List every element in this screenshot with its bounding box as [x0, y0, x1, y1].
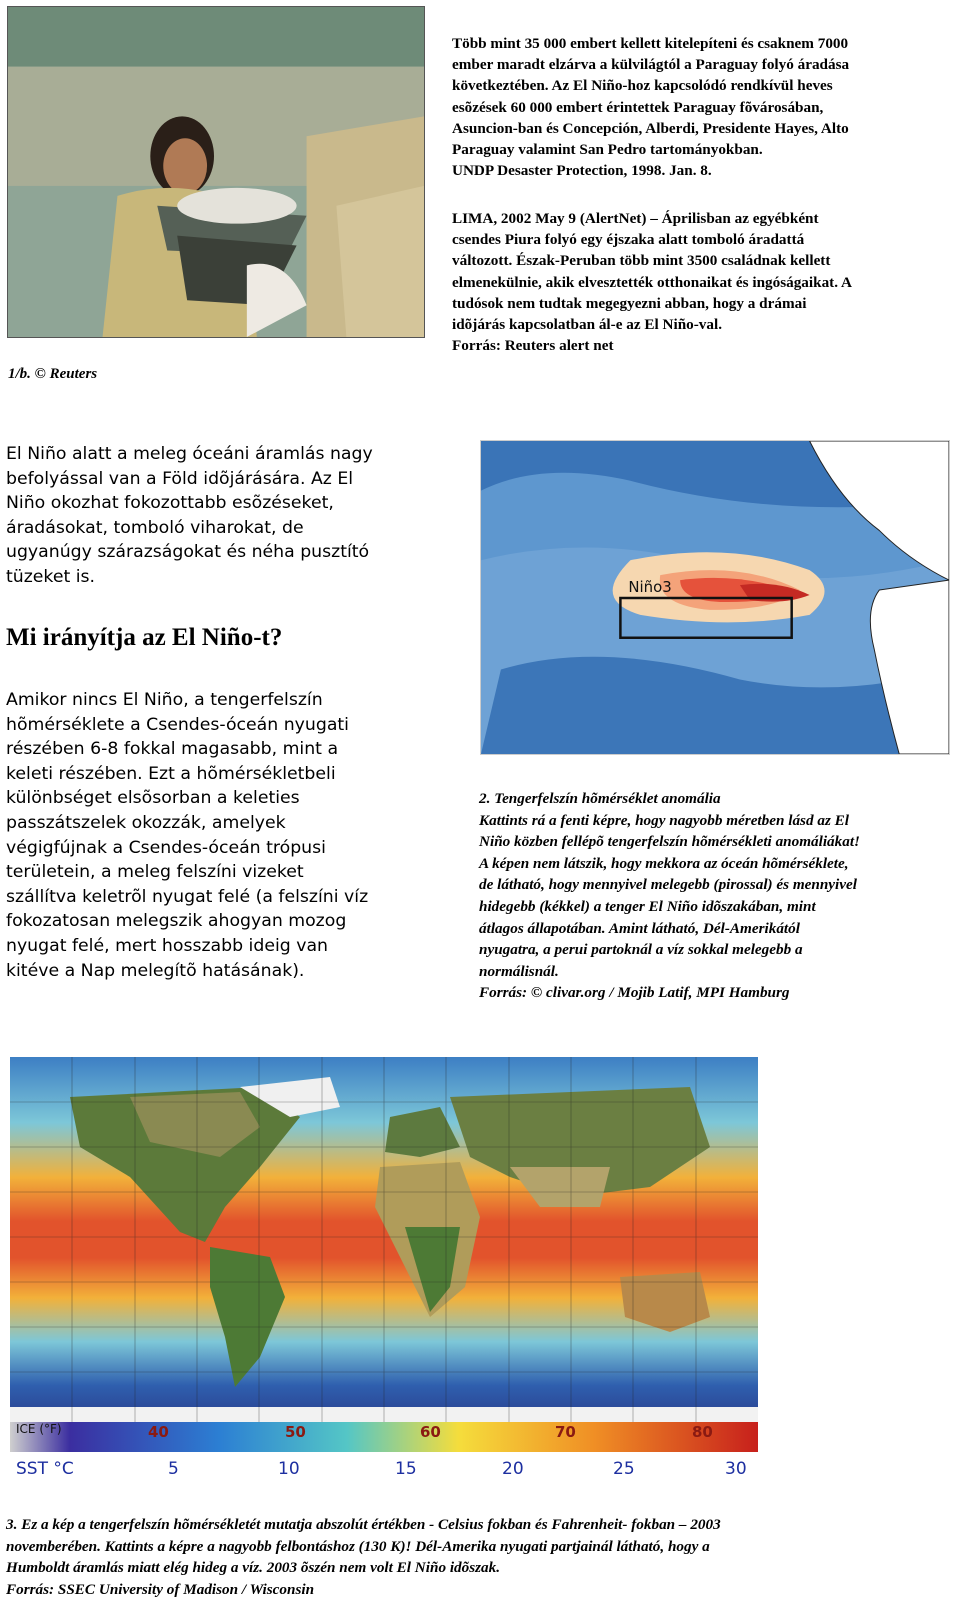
text-line: normálisnál. — [479, 962, 559, 980]
text-line: LIMA, 2002 May 9 (AlertNet) – Áprilisban az egyébként — [452, 210, 819, 227]
text-line: 3. Ez a kép a tengerfelszín hõmérsékletét mutatja abszolút értékben - Celsius fokban és Fahrenheit- fokban – 2003 — [6, 1516, 721, 1533]
news-lima — [452, 208, 952, 356]
text-line: tudósok nem tudtak megegyezni abban, hogy a drámai — [452, 294, 807, 312]
f-tick: 70 — [555, 1423, 576, 1441]
text-line: keleti részében. Ezt a hõmérsékletbeli — [6, 763, 336, 784]
text-line: Niño közben fellépõ tengerfelszín hõmérsékleti anomáliákat! — [479, 833, 860, 851]
text-line: El Niño alatt a meleg óceáni áramlás nagy — [6, 444, 373, 464]
f-tick: 50 — [285, 1423, 306, 1441]
nino3-label: Niño3 — [628, 578, 672, 597]
sst-world-map[interactable] — [10, 1057, 758, 1482]
text-line: részében 6-8 fokkal magasabb, mint a — [6, 739, 339, 760]
text-line: Több mint 35 000 embert kellett kitelepíteni és csaknem 7000 — [452, 35, 849, 52]
text-line: A képen nem látszik, hogy mekkora az óceán hõmérséklete, — [479, 854, 849, 872]
source-line: Forrás: SSEC University of Madison / Wisconsin — [6, 1580, 315, 1598]
text-line: Paraguay valamint San Pedro tartományokban. — [452, 141, 763, 159]
text-line: következtében. Az El Niño-hoz kapcsolódó rendkívül heves — [452, 77, 833, 95]
caption-title: 2. Tengerfelszín hõmérséklet anomália — [479, 790, 721, 807]
c-tick: 25 — [613, 1459, 635, 1479]
text-line: Niño okozhat fokozottabb esõzéseket, — [6, 493, 334, 514]
text-line: elmenekülnie, akik elvesztették otthonaikat és ingóságaikat. A — [452, 273, 852, 291]
text-line: ember maradt elzárva a külvilágtól a Paraguay folyó áradása — [452, 56, 850, 74]
body-paragraph — [6, 688, 451, 983]
text-line: UNDP Desaster Protection, 1998. Jan. 8. — [452, 162, 712, 180]
text-line: csendes Piura folyó egy éjszaka alatt tomboló áradattá — [452, 231, 805, 249]
flood-photo — [7, 6, 425, 338]
text-line: változott. Észak-Peruban több mint 3500 családnak kellett — [452, 252, 831, 270]
text-line: fokozatosan melegszik ahogyan mozog — [6, 911, 347, 932]
text-line: nyugatra, a perui partoknál a víz sokkal melegebb a — [479, 941, 803, 959]
text-line: Asuncion-ban és Concepción, Alberdi, Presidente Hayes, Alto — [452, 119, 849, 137]
news-paraguay — [452, 33, 952, 181]
c-tick: 10 — [278, 1459, 300, 1479]
text-line: Amikor nincs El Niño, a tengerfelszín — [6, 690, 323, 710]
text-line: Forrás: Reuters alert net — [452, 337, 614, 355]
text-line: de látható, hogy mennyivel melegebb (pirossal) és mennyivel — [479, 876, 857, 894]
text-line: szállítva keletrõl nyugat felé (a felszíni víz — [6, 886, 369, 907]
intro-paragraph — [6, 442, 451, 590]
f-tick: 40 — [148, 1423, 169, 1441]
source-line: Forrás: © clivar.org / Mojib Latif, MPI Hamburg — [479, 984, 790, 1002]
text-line: kitéve a Nap melegítõ hatásának). — [6, 960, 305, 981]
section-heading: Mi irányítja az El Niño-t? — [6, 624, 283, 651]
c-tick: 15 — [395, 1459, 417, 1479]
text-line: tüzeket is. — [6, 566, 96, 587]
text-line: hõmérséklete a Csendes-óceán nyugati — [6, 714, 349, 735]
world-map-caption — [6, 1514, 951, 1600]
text-line: területein, a meleg felszíni vizeket — [6, 862, 304, 883]
anomaly-caption — [479, 788, 959, 1004]
text-line: passzátszelek okozzák, amelyek — [6, 812, 286, 833]
text-line: különbséget elsõsorban a keleties — [6, 788, 300, 809]
text-line: nyugat felé, mert hosszabb ideig van — [6, 935, 328, 956]
c-tick: 5 — [168, 1459, 179, 1479]
text-line: végigfújnak a Csendes-óceán trópusi — [6, 837, 326, 858]
text-line: ugyanúgy szárazságokat és néha pusztító — [6, 542, 370, 563]
c-tick: 20 — [502, 1459, 524, 1479]
text-line: esõzések 60 000 embert érintettek Paraguay fõvárosában, — [452, 98, 824, 116]
c-tick: 30 — [725, 1459, 747, 1479]
ice-label: ICE (°F) — [16, 1422, 62, 1436]
text-line: Humboldt áramlás miatt elég hideg a víz. 2003 õszén nem volt El Niño idõszak. — [6, 1559, 501, 1577]
f-tick: 80 — [692, 1423, 713, 1441]
text-line: átlagos állapotában. Amint látható, Dél-Amerikától — [479, 919, 800, 937]
photo-caption: 1/b. © Reuters — [8, 366, 98, 382]
text-line: Kattints rá a fenti képre, hogy nagyobb méretben lásd az El — [479, 811, 849, 829]
f-tick: 60 — [420, 1423, 441, 1441]
text-line: idõjárás kapcsolatban ál-e az El Niño-val. — [452, 316, 723, 334]
sst-label: SST °C — [16, 1459, 74, 1479]
text-line: novemberében. Kattints a képre a nagyobb felbontáshoz (130 K)! Dél-Amerika nyugati partjainál látható, hogy a — [6, 1537, 710, 1555]
text-line: befolyással van a Föld idõjárására. Az El — [6, 468, 354, 489]
text-line: áradásokat, tomboló viharokat, de — [6, 517, 304, 538]
sst-anomaly-map[interactable] — [480, 440, 950, 755]
text-line: hidegebb (kékkel) a tenger El Niño idõszakában, mint — [479, 897, 816, 915]
